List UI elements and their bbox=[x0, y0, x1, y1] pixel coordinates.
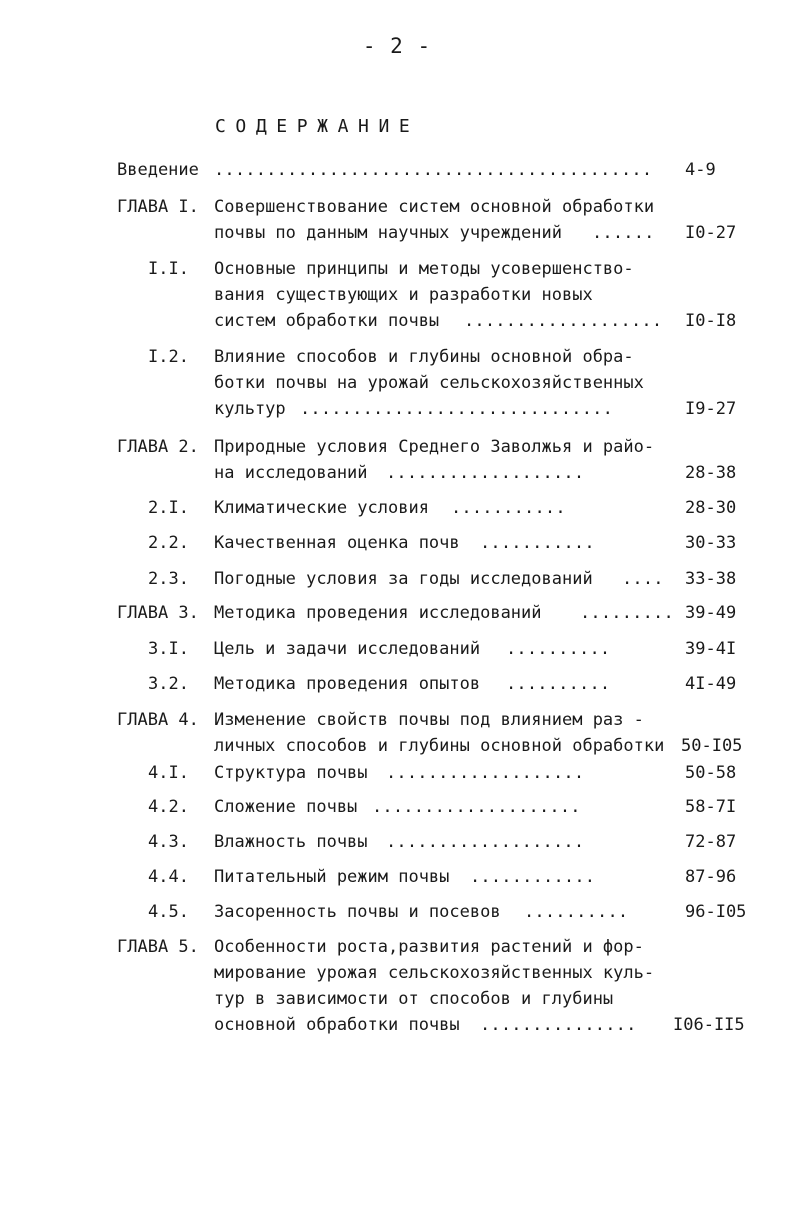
leader-dots: ................... bbox=[464, 311, 663, 331]
entry-line: тур в зависимости от способов и глубины bbox=[214, 989, 614, 1009]
entry-pages: 28-30 bbox=[685, 498, 737, 518]
entry-line: Изменение свойств почвы под влиянием раз - bbox=[214, 710, 644, 730]
entry-label: 4.5. bbox=[148, 902, 189, 922]
entry-line: личных способов и глубины основной обработки bbox=[214, 736, 665, 756]
entry-pages: 28-38 bbox=[685, 463, 737, 483]
entry-label: 2.3. bbox=[148, 569, 189, 589]
leader-dots: .............................. bbox=[300, 399, 614, 419]
entry-line: Особенности роста,развития растений и фор- bbox=[214, 937, 644, 957]
entry-line: Методика проведения исследований bbox=[214, 603, 542, 623]
leader-dots: ...... bbox=[592, 223, 655, 243]
entry-line: Климатические условия bbox=[214, 498, 429, 518]
entry-label: ГЛАВА 2. bbox=[117, 437, 199, 457]
entry-label: ГЛАВА 4. bbox=[117, 710, 199, 730]
leader-dots: .................... bbox=[372, 797, 581, 817]
entry-label: 4.3. bbox=[148, 832, 189, 852]
entry-label: 3.2. bbox=[148, 674, 189, 694]
leader-dots: ................... bbox=[386, 463, 585, 483]
entry-pages: I9-27 bbox=[685, 399, 737, 419]
entry-line: Засоренность почвы и посевов bbox=[214, 902, 501, 922]
entry-pages: 39-4I bbox=[685, 639, 737, 659]
entry-line: Качественная оценка почв bbox=[214, 533, 460, 553]
leader-dots: .......... bbox=[506, 674, 611, 694]
entry-pages: 39-49 bbox=[685, 603, 737, 623]
entry-line: Сложение почвы bbox=[214, 797, 358, 817]
entry-pages: I0-I8 bbox=[685, 311, 737, 331]
entry-line: Влажность почвы bbox=[214, 832, 368, 852]
leader-dots: .......... bbox=[524, 902, 629, 922]
entry-line: на исследований bbox=[214, 463, 368, 483]
entry-pages: 4-9 bbox=[685, 160, 716, 180]
entry-line: вания существующих и разработки новых bbox=[214, 285, 593, 305]
entry-label: Введение bbox=[117, 160, 199, 180]
entry-label: I.2. bbox=[148, 347, 189, 367]
entry-line: основной обработки почвы bbox=[214, 1015, 460, 1035]
entry-line: Погодные условия за годы исследований bbox=[214, 569, 593, 589]
entry-line: Структура почвы bbox=[214, 763, 368, 783]
entry-label: 4.2. bbox=[148, 797, 189, 817]
leader-dots: ......... bbox=[580, 603, 674, 623]
entry-line: систем обработки почвы bbox=[214, 311, 440, 331]
entry-line: Питательный режим почвы bbox=[214, 867, 450, 887]
entry-pages: 87-96 bbox=[685, 867, 737, 887]
entry-label: I.I. bbox=[148, 259, 189, 279]
entry-line: Природные условия Среднего Заволжья и райо- bbox=[214, 437, 655, 457]
entry-label: 2.I. bbox=[148, 498, 189, 518]
entry-pages: 72-87 bbox=[685, 832, 737, 852]
leader-dots: ................... bbox=[386, 763, 585, 783]
leader-dots: ............ bbox=[470, 867, 596, 887]
entry-line: Основные принципы и методы усовершенство- bbox=[214, 259, 634, 279]
contents-title: СОДЕРЖАНИЕ bbox=[215, 116, 420, 137]
entry-label: ГЛАВА 5. bbox=[117, 937, 199, 957]
entry-line: Совершенствование систем основной обработки bbox=[214, 197, 655, 217]
entry-label: 2.2. bbox=[148, 533, 189, 553]
entry-line: культур bbox=[214, 399, 286, 419]
entry-label: ГЛАВА 3. bbox=[117, 603, 199, 623]
entry-line: почвы по данным научных учреждений bbox=[214, 223, 562, 243]
leader-dots: .... bbox=[622, 569, 664, 589]
entry-line: ботки почвы на урожай сельскохозяйственных bbox=[214, 373, 644, 393]
leader-dots: ............... bbox=[480, 1015, 637, 1035]
entry-pages: 96-I05 bbox=[685, 902, 747, 922]
entry-label: 3.I. bbox=[148, 639, 189, 659]
entry-pages: I0-27 bbox=[685, 223, 737, 243]
entry-pages: I06-II5 bbox=[673, 1015, 745, 1035]
entry-pages: 50-58 bbox=[685, 763, 737, 783]
entry-pages: 58-7I bbox=[685, 797, 737, 817]
entry-pages: 30-33 bbox=[685, 533, 737, 553]
entry-line: мирование урожая сельскохозяйственных куль- bbox=[214, 963, 655, 983]
entry-label: ГЛАВА I. bbox=[117, 197, 199, 217]
leader-dots: ........... bbox=[480, 533, 595, 553]
entry-line: Методика проведения опытов bbox=[214, 674, 481, 694]
leader-dots: ........... bbox=[451, 498, 566, 518]
leader-dots: .......... bbox=[506, 639, 611, 659]
entry-label: 4.4. bbox=[148, 867, 189, 887]
entry-pages: 33-38 bbox=[685, 569, 737, 589]
entry-pages: 4I-49 bbox=[685, 674, 737, 694]
entry-label: 4.I. bbox=[148, 763, 189, 783]
leader-dots: .......................................... bbox=[214, 160, 653, 180]
entry-pages: 50-I05 bbox=[681, 736, 743, 756]
entry-line: Влияние способов и глубины основной обра- bbox=[214, 347, 634, 367]
leader-dots: ................... bbox=[386, 832, 585, 852]
page-number: - 2 - bbox=[362, 34, 432, 58]
entry-line: Цель и задачи исследований bbox=[214, 639, 481, 659]
